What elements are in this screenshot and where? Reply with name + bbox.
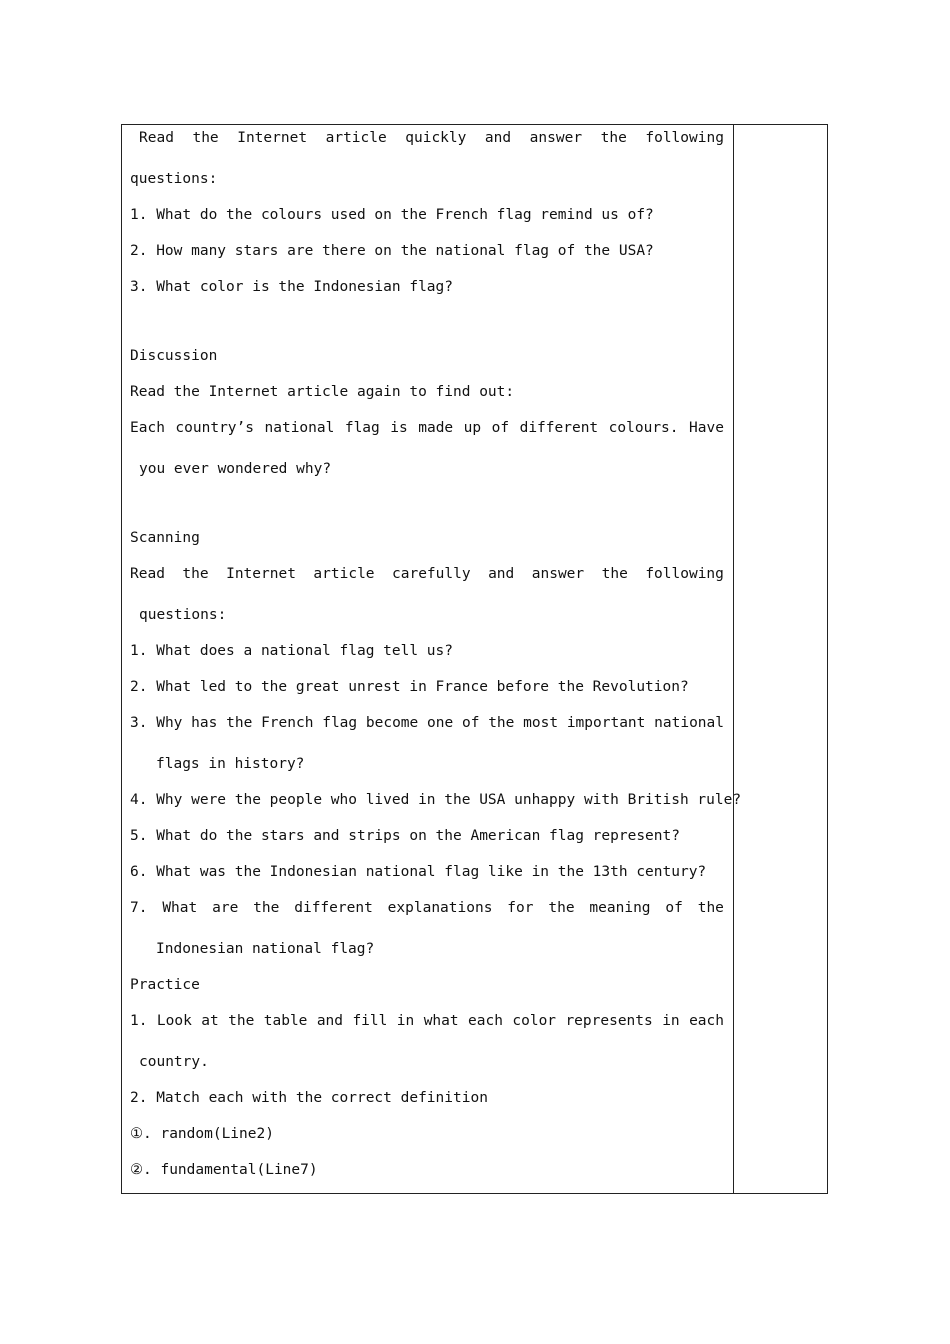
quick-read-intro-end: questions: [130,171,218,187]
word: and [488,566,515,582]
quick-question-3: 3. What color is the Indonesian flag? [130,279,454,295]
word: the [182,566,209,582]
word: made [418,420,454,436]
word: each [689,1013,724,1029]
word: Each [130,420,165,436]
word: one [427,715,454,731]
word: Look [156,1013,192,1029]
vocab-item-2: ②. fundamental(Line7) [130,1162,318,1178]
word: of [461,715,480,731]
scanning-question-6: 6. What was the Indonesian national flag like in the 13th century? [130,864,707,880]
word: Have [689,420,724,436]
word: country’s [175,420,254,436]
word: Read [130,566,165,582]
word: Internet [237,130,308,146]
word: is [390,420,408,436]
word: become [365,715,419,731]
quick-question-1: 1. What do the colours used on the French flag remind us of? [130,207,654,223]
scanning-question-3-end: flags in history? [156,756,305,772]
word: important [566,715,646,731]
word: of [665,900,683,916]
word: the [601,566,628,582]
practice-item-1 [130,1012,724,1030]
word: different [519,420,599,436]
word: meaning [589,900,651,916]
word: the [253,900,280,916]
word: the [488,715,515,731]
scanning-question-7-end: Indonesian national flag? [156,941,375,957]
word: article [313,566,375,582]
word: answer [531,566,585,582]
practice-heading: Practice [130,977,200,993]
scanning-heading: Scanning [130,530,200,546]
column-divider [733,124,734,1194]
word: Read [139,130,174,146]
scanning-question-2: 2. What led to the great unrest in France before the Revolution? [130,679,689,695]
word: article [325,130,387,146]
scanning-question-1: 1. What does a national flag tell us? [130,643,454,659]
word: 1. [130,1013,148,1029]
word: up [463,420,482,436]
discussion-instruction: Read the Internet article again to find out: [130,384,515,400]
word: what [423,1013,459,1029]
word: colours. [608,420,679,436]
word: Why [156,715,183,731]
word: carefully [392,566,471,582]
word: in [662,1013,680,1029]
word: the [192,130,219,146]
word: following [645,566,724,582]
word: represents [565,1013,653,1029]
word: Internet [226,566,296,582]
word: the [226,715,253,731]
word: different [294,900,373,916]
scanning-question-5: 5. What do the stars and strips on the American flag represent? [130,828,680,844]
word: answer [529,130,583,146]
word: the [548,900,575,916]
word: and [316,1013,344,1029]
word: French [261,715,314,731]
practice-item-1-end: country. [139,1054,209,1070]
discussion-line-2: you ever wondered why? [139,461,332,477]
word: has [191,715,218,731]
word: 7. [130,900,148,916]
word: What [162,900,198,916]
quick-question-2: 2. How many stars are there on the national flag of the USA? [130,243,654,259]
word: fill [352,1013,388,1029]
scanning-question-3 [130,714,724,732]
word: the [600,130,627,146]
word: color [512,1013,557,1029]
word: in [396,1013,415,1029]
scanning-question-4: 4. Why were the people who lived in the USA unhappy with British rule? [130,792,742,808]
practice-item-2: 2. Match each with the correct definition [130,1090,488,1106]
word: table [263,1013,308,1029]
word: are [212,900,239,916]
word: explanations [387,900,493,916]
word: national [654,715,724,731]
word: each [468,1013,503,1029]
word: flag [322,715,358,731]
word: of [491,420,510,436]
word: flag [344,420,380,436]
scanning-intro-end: questions: [139,607,227,623]
scanning-question-7 [130,899,724,917]
word: 3. [130,715,148,731]
word: at [201,1013,219,1029]
word: for [507,900,534,916]
word: the [228,1013,255,1029]
word: and [484,130,512,146]
discussion-heading: Discussion [130,348,218,364]
word: following [645,130,724,146]
word: quickly [405,130,467,146]
vocab-item-1: ①. random(Line2) [130,1126,274,1142]
word: national [264,420,335,436]
discussion-line-1 [130,419,724,437]
quick-read-intro [139,129,724,147]
word: the [697,900,724,916]
word: most [523,715,559,731]
scanning-intro [130,565,724,583]
